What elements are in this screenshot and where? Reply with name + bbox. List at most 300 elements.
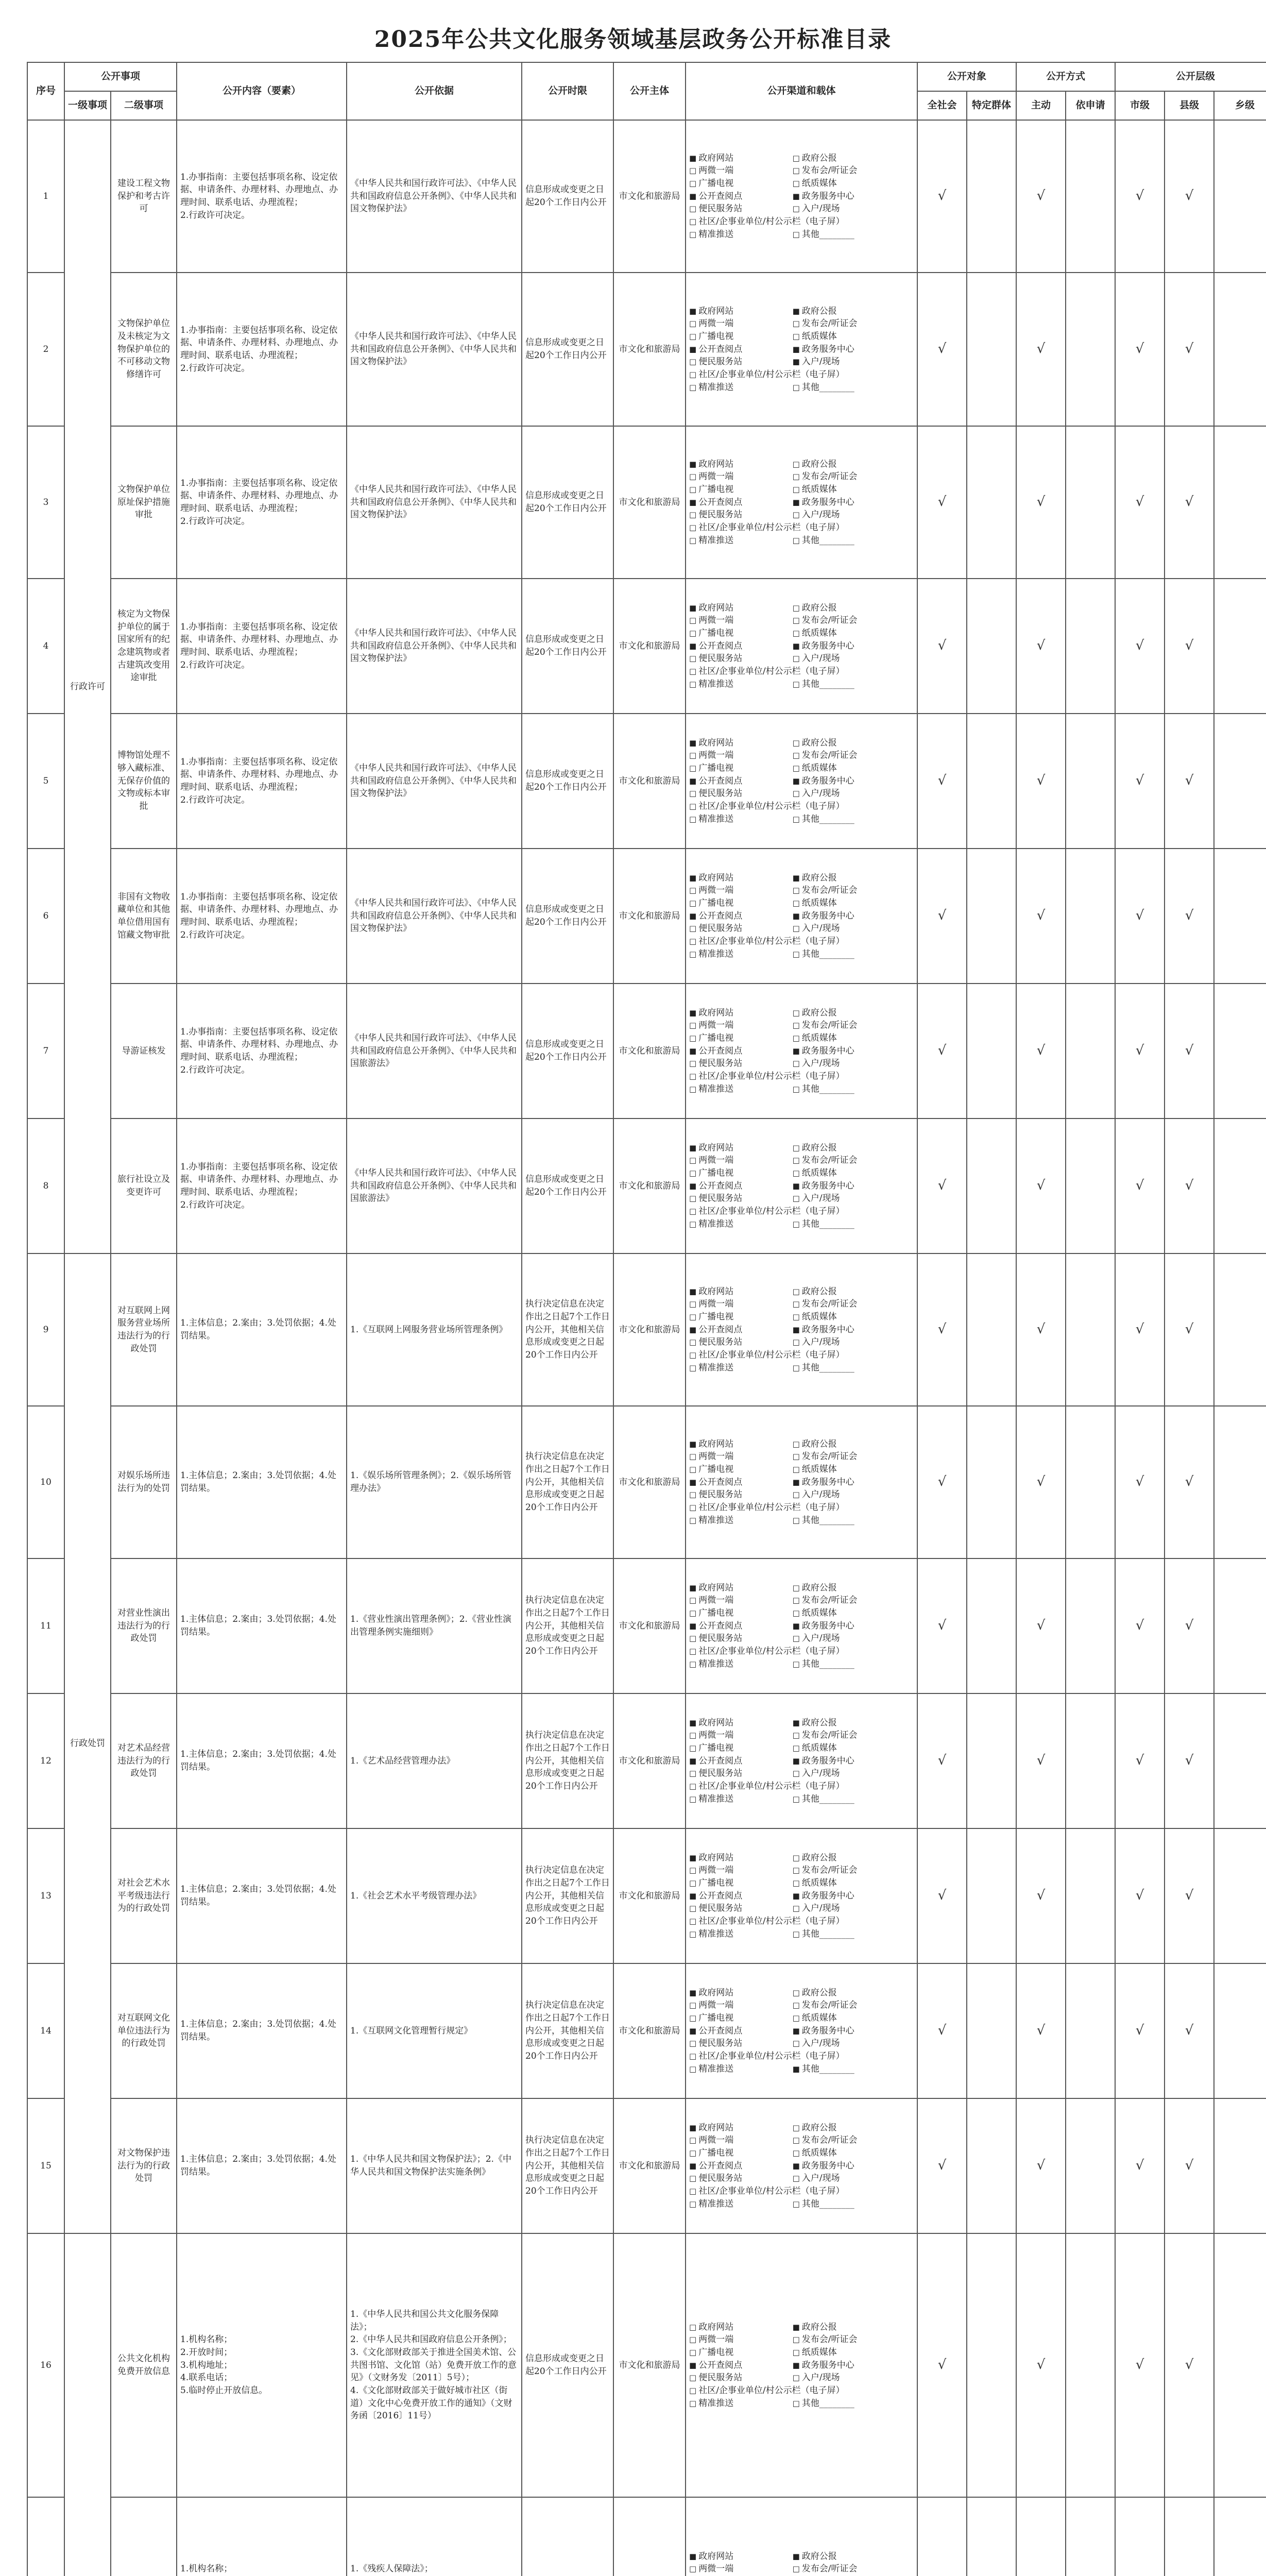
channel-cell [686, 849, 917, 984]
checked-box-icon: ■ [792, 1891, 800, 1901]
channel-unchecked: □ 社区/企事业单位/村公示栏（电子屏） [689, 369, 845, 380]
tick-cell [1165, 849, 1214, 984]
empty-box-icon: □ [689, 814, 697, 824]
empty-box-icon: □ [792, 1299, 800, 1309]
channel-checked: ■ 公开查阅点 [689, 1477, 743, 1487]
checked-box-icon: ■ [792, 344, 800, 354]
channel-unchecked: □ 精准推送 [689, 2198, 734, 2209]
tick-cell [1115, 849, 1165, 984]
channel-cell [686, 1828, 917, 1963]
empty-box-icon: □ [792, 1021, 800, 1030]
channel-unchecked: □ 两微一端 [689, 2334, 734, 2345]
tick-icon: √ [1185, 908, 1194, 924]
tick-cell [1115, 2497, 1165, 2576]
channel-checked: ■ 政府网站 [689, 1717, 734, 1728]
tick-icon: √ [937, 494, 947, 510]
header-target: 公开对象 [917, 62, 1016, 91]
checked-box-icon: ■ [689, 2026, 697, 2036]
channel-checked: ■ 政务服务中心 [792, 775, 854, 786]
tick-cell [1115, 2233, 1165, 2497]
tick-cell [1165, 1253, 1214, 1406]
tick-cell [1115, 1406, 1165, 1558]
channel-unchecked: □ 精准推送 [689, 948, 734, 959]
row-number: 6 [27, 849, 64, 984]
time-cell: 信息形成或变更之日起20个工作日内公开 [522, 426, 613, 579]
tick-icon: √ [937, 2357, 947, 2373]
channel-unchecked: □ 精准推送 [689, 1083, 734, 1094]
tick-cell [967, 1558, 1016, 1693]
tick-icon: √ [1135, 1888, 1144, 1904]
empty-box-icon: □ [792, 1853, 800, 1862]
tick-cell [1066, 426, 1115, 579]
empty-box-icon: □ [689, 1363, 697, 1372]
tick-cell [917, 2098, 967, 2233]
tick-cell [1115, 984, 1165, 1118]
time-cell: 执行决定信息在决定作出之日起7个工作日内公开，其他相关信息形成或变更之日起20个工作日内公开 [522, 2098, 613, 2233]
tick-cell [1066, 273, 1115, 426]
empty-box-icon: □ [689, 2148, 697, 2158]
header-active: 主动 [1016, 91, 1066, 120]
empty-box-icon: □ [792, 1286, 800, 1296]
channel-cell [686, 2497, 917, 2576]
row-number: 3 [27, 426, 64, 579]
channel-unchecked: □ 精准推送 [689, 1218, 734, 1229]
tick-cell [917, 984, 967, 1118]
channel-checked: ■ 政府网站 [689, 602, 734, 613]
basis-cell: 《中华人民共和国行政许可法》、《中华人民共和国政府信息公开条例》、《中华人民共和国文物保护法》 [347, 579, 522, 714]
channel-unchecked: □ 便民服务站 [689, 204, 743, 214]
checked-box-icon: ■ [689, 2161, 697, 2171]
checked-box-icon: ■ [689, 776, 697, 786]
tick-icon: √ [1135, 1178, 1144, 1194]
checked-box-icon: ■ [689, 911, 697, 921]
header-matter: 公开事项 [64, 62, 177, 91]
channel-unchecked: □ 政府公报 [792, 152, 837, 163]
tick-cell [967, 426, 1016, 579]
channel-unchecked: □ 发布会/听证会 [792, 2135, 858, 2146]
checked-box-icon: ■ [689, 1891, 697, 1901]
checked-box-icon: ■ [689, 306, 697, 316]
channel-checked: ■ 政府网站 [689, 152, 734, 163]
tick-icon: √ [1135, 638, 1144, 654]
channel-unchecked: □ 入户/现场 [792, 788, 840, 799]
empty-box-icon: □ [792, 616, 800, 625]
tick-cell [1165, 1118, 1214, 1253]
channel-unchecked: □ 广播电视 [689, 484, 734, 495]
checked-box-icon: ■ [792, 2026, 800, 2036]
tick-cell [1214, 273, 1266, 426]
tick-cell [917, 1118, 967, 1253]
tick-cell [1016, 2098, 1066, 2233]
header-channel: 公开渠道和载体 [686, 62, 917, 120]
channel-unchecked: □ 入户/现场 [792, 923, 840, 934]
tick-cell [1165, 579, 1214, 714]
channel-unchecked: □ 精准推送 [689, 535, 734, 546]
channel-checked: ■ 公开查阅点 [689, 2360, 743, 2370]
tick-icon: √ [1185, 1321, 1194, 1337]
tick-cell [1115, 2098, 1165, 2233]
tick-cell [917, 2497, 967, 2576]
empty-box-icon: □ [792, 738, 800, 748]
checked-box-icon: ■ [792, 2551, 800, 2561]
tick-icon: √ [1135, 1618, 1144, 1634]
channel-unchecked: □ 纸质媒体 [792, 1168, 837, 1179]
subject-cell: 市文化和旅游局 [613, 1406, 686, 1558]
checked-box-icon: ■ [792, 1718, 800, 1727]
tick-icon: √ [1135, 908, 1144, 924]
empty-box-icon: □ [792, 2148, 800, 2158]
time-cell: 执行决定信息在决定作出之日起7个工作日内公开，其他相关信息形成或变更之日起20个工作日内公开 [522, 1828, 613, 1963]
checked-box-icon: ■ [689, 344, 697, 354]
table-row [27, 849, 1266, 984]
subject-cell [613, 2497, 686, 2576]
content-cell: 1.主体信息；2.案由；3.处罚依据；4.处罚结果。 [177, 2098, 347, 2233]
tick-cell [967, 1963, 1016, 2098]
level1-matter: 行政许可 [64, 120, 111, 1253]
channel-unchecked: □ 政府公报 [792, 459, 837, 469]
empty-box-icon: □ [792, 603, 800, 613]
empty-box-icon: □ [792, 764, 800, 773]
tick-icon: √ [1185, 1753, 1194, 1769]
header-city: 市级 [1115, 91, 1165, 120]
checked-box-icon: ■ [792, 1046, 800, 1056]
channel-cell [686, 1963, 917, 2098]
tick-cell [1066, 2233, 1115, 2497]
empty-box-icon: □ [689, 357, 697, 367]
channel-cell [686, 1693, 917, 1828]
level2-matter: 博物馆处理不够入藏标准、无保存价值的文物或标本审批 [111, 714, 177, 849]
empty-box-icon: □ [689, 1515, 697, 1525]
empty-box-icon: □ [689, 1634, 697, 1643]
basis-cell: 1.《互联网文化管理暂行规定》 [347, 1963, 522, 2098]
empty-box-icon: □ [689, 369, 697, 379]
content-cell: 1.机构名称； 2.开放时间； 3.机构地址； 4.联系电话； 5.临时停止开放信息。 [177, 2233, 347, 2497]
channel-unchecked: □ 精准推送 [689, 2398, 734, 2409]
basis-cell: 《中华人民共和国行政许可法》、《中华人民共和国政府信息公开条例》、《中华人民共和国旅游法》 [347, 1118, 522, 1253]
level2-matter: 建设工程文物保护和考古许可 [111, 120, 177, 273]
channel-unchecked: □ 精准推送 [689, 679, 734, 689]
channel-unchecked: □ 纸质媒体 [792, 898, 837, 909]
checked-box-icon: ■ [689, 2360, 697, 2370]
header-county: 县级 [1165, 91, 1214, 120]
tick-icon: √ [937, 2023, 947, 2039]
tick-icon: √ [937, 1178, 947, 1194]
channel-unchecked: □ 纸质媒体 [792, 2347, 837, 2358]
empty-box-icon: □ [792, 1143, 800, 1153]
channel-unchecked: □ 广播电视 [689, 2148, 734, 2159]
empty-box-icon: □ [689, 764, 697, 773]
tick-cell [917, 1963, 967, 2098]
tick-cell [967, 1406, 1016, 1558]
channel-unchecked: □ 精准推送 [689, 1928, 734, 1939]
checked-box-icon: ■ [792, 873, 800, 883]
channel-checked: ■ 政府公报 [792, 2551, 837, 2562]
subject-cell: 市文化和旅游局 [613, 120, 686, 273]
empty-box-icon: □ [689, 1794, 697, 1804]
empty-box-icon: □ [792, 179, 800, 189]
channel-unchecked: □ 其他________ [792, 1793, 854, 1804]
table-row [27, 1118, 1266, 1253]
subject-cell: 市文化和旅游局 [613, 2233, 686, 2497]
content-cell: 1.办事指南：主要包括事项名称、设定依据、申请条件、办理材料、办理地点、办理时间、联系电话、办理流程； 2.行政许可决定。 [177, 579, 347, 714]
channel-unchecked: □ 两微一端 [689, 1595, 734, 1606]
channel-checked: ■ 政务服务中心 [792, 2360, 854, 2370]
subject-cell: 市文化和旅游局 [613, 426, 686, 579]
table-row [27, 120, 1266, 273]
tick-icon: √ [1185, 494, 1194, 510]
table-row [27, 273, 1266, 426]
tick-cell [1115, 1118, 1165, 1253]
empty-box-icon: □ [689, 216, 697, 226]
tick-icon: √ [1036, 2357, 1046, 2373]
tick-icon: √ [1135, 1474, 1144, 1490]
checked-box-icon: ■ [792, 2322, 800, 2332]
empty-box-icon: □ [792, 332, 800, 342]
empty-box-icon: □ [792, 1596, 800, 1605]
empty-box-icon: □ [792, 2564, 800, 2574]
empty-box-icon: □ [792, 654, 800, 664]
channel-unchecked: □ 其他________ [792, 1515, 854, 1526]
empty-box-icon: □ [689, 204, 697, 214]
empty-box-icon: □ [689, 2186, 697, 2196]
tick-cell [1214, 1828, 1266, 1963]
tick-icon: √ [1135, 494, 1144, 510]
empty-box-icon: □ [792, 2039, 800, 2048]
tick-cell [967, 2233, 1016, 2497]
channel-unchecked: □ 社区/企事业单位/村公示栏（电子屏） [689, 2185, 845, 2196]
checked-box-icon: ■ [792, 357, 800, 367]
empty-box-icon: □ [792, 382, 800, 392]
basis-cell: 《中华人民共和国行政许可法》、《中华人民共和国政府信息公开条例》、《中华人民共和国文物保护法》 [347, 714, 522, 849]
time-cell: 信息形成或变更之日起20个工作日内公开 [522, 273, 613, 426]
empty-box-icon: □ [689, 1033, 697, 1043]
header-town: 乡级 [1214, 91, 1266, 120]
channel-unchecked: □ 便民服务站 [689, 510, 743, 520]
channel-checked: ■ 公开查阅点 [689, 497, 743, 507]
empty-box-icon: □ [792, 535, 800, 545]
header-level: 公开层级 [1115, 62, 1266, 91]
empty-box-icon: □ [792, 1490, 800, 1500]
basis-cell: 《中华人民共和国行政许可法》、《中华人民共和国政府信息公开条例》、《中华人民共和国文物保护法》 [347, 120, 522, 273]
channel-unchecked: □ 广播电视 [689, 1312, 734, 1323]
channel-unchecked: □ 其他________ [792, 535, 854, 546]
basis-cell: 1.《中华人民共和国公共文化服务保障法》； 2.《中华人民共和国政府信息公开条例》； 3.《文化部财政部关于推进全国美术馆、公共图书馆、文化馆（站）免费开放工作的意见》（文财务发〔2011〕5号）； 4.《文化部财政部关于做好城市社区（街道）文化中心免费开放工作的通知》（文财务函〔2016〕11号） [347, 2233, 522, 2497]
table-row [27, 1558, 1266, 1693]
channel-unchecked: □ 发布会/听证会 [792, 2000, 858, 2011]
tick-cell [1165, 120, 1214, 273]
level2-matter: 对营业性演出违法行为的行政处罚 [111, 1558, 177, 1693]
level1-matter [64, 2233, 111, 2576]
checked-box-icon: ■ [689, 2123, 697, 2132]
channel-unchecked: □ 入户/现场 [792, 1768, 840, 1779]
tick-cell [1165, 714, 1214, 849]
empty-box-icon: □ [689, 924, 697, 934]
checked-box-icon: ■ [792, 2360, 800, 2370]
channel-unchecked: □ 发布会/听证会 [792, 885, 858, 896]
channel-unchecked: □ 社区/企事业单位/村公示栏（电子屏） [689, 666, 845, 676]
time-cell: 信息形成或变更之日起20个工作日内公开 [522, 1118, 613, 1253]
channel-checked: ■ 政务服务中心 [792, 640, 854, 651]
empty-box-icon: □ [689, 1084, 697, 1094]
tick-icon: √ [1135, 2357, 1144, 2373]
empty-box-icon: □ [689, 936, 697, 946]
channel-unchecked: □ 纸质媒体 [792, 2148, 837, 2159]
content-cell: 1.办事指南：主要包括事项名称、设定依据、申请条件、办理材料、办理地点、办理时间、联系电话、办理流程； 2.行政许可决定。 [177, 714, 347, 849]
channel-checked: ■ 公开查阅点 [689, 640, 743, 651]
empty-box-icon: □ [689, 1502, 697, 1512]
content-cell: 1.主体信息；2.案由；3.处罚依据；4.处罚结果。 [177, 1693, 347, 1828]
tick-cell [1066, 714, 1115, 849]
empty-box-icon: □ [689, 2335, 697, 2345]
content-cell: 1.主体信息；2.案由；3.处罚依据；4.处罚结果。 [177, 1963, 347, 2098]
tick-cell [1066, 849, 1115, 984]
channel-checked: ■ 政府网站 [689, 459, 734, 469]
empty-box-icon: □ [792, 1731, 800, 1740]
tick-cell [1115, 426, 1165, 579]
empty-box-icon: □ [689, 949, 697, 959]
tick-cell [917, 120, 967, 273]
channel-cell [686, 426, 917, 579]
tick-icon: √ [1135, 1321, 1144, 1337]
row-number [27, 2497, 64, 2576]
tick-cell [1165, 2233, 1214, 2497]
empty-box-icon: □ [689, 886, 697, 895]
tick-cell [1115, 1693, 1165, 1828]
tick-cell [967, 1828, 1016, 1963]
level2-matter: 公共文化机构免费开放信息 [111, 2233, 177, 2497]
tick-cell [917, 579, 967, 714]
channel-unchecked: □ 便民服务站 [689, 2173, 743, 2184]
empty-box-icon: □ [689, 1168, 697, 1178]
checked-box-icon: ■ [689, 738, 697, 748]
tick-cell [917, 1558, 967, 1693]
empty-box-icon: □ [792, 789, 800, 799]
tick-icon: √ [1036, 2158, 1046, 2174]
empty-box-icon: □ [792, 229, 800, 239]
tick-cell [1165, 426, 1214, 579]
channel-unchecked: □ 便民服务站 [689, 1489, 743, 1500]
time-cell: 信息形成或变更之日起20个工作日内公开 [522, 849, 613, 984]
subject-cell: 市文化和旅游局 [613, 1693, 686, 1828]
checked-box-icon: ■ [792, 776, 800, 786]
empty-box-icon: □ [689, 535, 697, 545]
empty-box-icon: □ [689, 899, 697, 908]
channel-unchecked: □ 入户/现场 [792, 2372, 840, 2383]
tick-cell [967, 1253, 1016, 1406]
checked-box-icon: ■ [689, 459, 697, 469]
empty-box-icon: □ [689, 179, 697, 189]
channel-unchecked: □ 纸质媒体 [792, 2013, 837, 2024]
empty-box-icon: □ [792, 899, 800, 908]
basis-cell: 1.《营业性演出管理条例》；2.《营业性演出管理条例实施细则》 [347, 1558, 522, 1693]
channel-unchecked: □ 入户/现场 [792, 1633, 840, 1644]
tick-cell [1165, 1693, 1214, 1828]
tick-icon: √ [1135, 341, 1144, 357]
table-row [27, 1693, 1266, 1828]
row-number: 16 [27, 2233, 64, 2497]
empty-box-icon: □ [689, 629, 697, 638]
tick-cell [1016, 984, 1066, 1118]
channel-unchecked: □ 社区/企事业单位/村公示栏（电子屏） [689, 1502, 845, 1513]
channel-unchecked: □ 纸质媒体 [792, 628, 837, 639]
basis-cell: 《中华人民共和国行政许可法》、《中华人民共和国政府信息公开条例》、《中华人民共和国旅游法》 [347, 984, 522, 1118]
channel-unchecked: □ 发布会/听证会 [792, 1020, 858, 1031]
channel-unchecked: □ 发布会/听证会 [792, 318, 858, 329]
checked-box-icon: ■ [689, 497, 697, 507]
row-number: 2 [27, 273, 64, 426]
time-cell [522, 2497, 613, 2576]
content-cell: 1.主体信息；2.案由；3.处罚依据；4.处罚结果。 [177, 1406, 347, 1558]
table-row [27, 714, 1266, 849]
empty-box-icon: □ [792, 1337, 800, 1347]
channel-unchecked: □ 广播电视 [689, 178, 734, 189]
empty-box-icon: □ [689, 1608, 697, 1618]
channel-checked: ■ 政务服务中心 [792, 910, 854, 921]
channel-unchecked: □ 发布会/听证会 [792, 1451, 858, 1462]
channel-unchecked: □ 两微一端 [689, 1451, 734, 1462]
tick-cell [1165, 984, 1214, 1118]
header-time: 公开时限 [522, 62, 613, 120]
empty-box-icon: □ [689, 2373, 697, 2383]
level2-matter: 对社会艺术水平考级违法行为的行政处罚 [111, 1828, 177, 1963]
channel-cell [686, 120, 917, 273]
tick-icon: √ [1135, 1753, 1144, 1769]
channel-unchecked: □ 其他________ [792, 229, 854, 240]
channel-unchecked: □ 政府公报 [792, 1852, 837, 1863]
tick-cell [1016, 273, 1066, 426]
empty-box-icon: □ [689, 1156, 697, 1165]
empty-box-icon: □ [792, 679, 800, 689]
tick-cell [1214, 1118, 1266, 1253]
empty-box-icon: □ [792, 1904, 800, 1913]
empty-box-icon: □ [689, 1299, 697, 1309]
level2-matter: 核定为文物保护单位的属于国家所有的纪念建筑物或者古建筑改变用途审批 [111, 579, 177, 714]
time-cell: 执行决定信息在决定作出之日起7个工作日内公开，其他相关信息形成或变更之日起20个工作日内公开 [522, 1253, 613, 1406]
tick-icon: √ [937, 2158, 947, 2174]
channel-checked: ■ 公开查阅点 [689, 2160, 743, 2171]
channel-unchecked: □ 政府公报 [792, 602, 837, 613]
tick-icon: √ [1185, 2158, 1194, 2174]
row-number: 5 [27, 714, 64, 849]
tick-cell [1066, 1693, 1115, 1828]
header-basis: 公开依据 [347, 62, 522, 120]
tick-cell [1214, 714, 1266, 849]
channel-unchecked: □ 其他________ [792, 1218, 854, 1229]
tick-icon: √ [1036, 1321, 1046, 1337]
channel-unchecked: □ 纸质媒体 [792, 178, 837, 189]
channel-unchecked: □ 发布会/听证会 [792, 1730, 858, 1741]
content-cell: 1.办事指南：主要包括事项名称、设定依据、申请条件、办理材料、办理地点、办理时间、联系电话、办理流程； 2.行政许可决定。 [177, 1118, 347, 1253]
tick-cell [967, 849, 1016, 984]
table-row [27, 1253, 1266, 1406]
empty-box-icon: □ [792, 1608, 800, 1618]
tick-icon: √ [937, 1618, 947, 1634]
checked-box-icon: ■ [689, 1046, 697, 1056]
tick-cell [1016, 1118, 1066, 1253]
empty-box-icon: □ [792, 166, 800, 176]
checked-box-icon: ■ [689, 1181, 697, 1191]
channel-unchecked: □ 发布会/听证会 [792, 2564, 858, 2574]
tick-cell [1214, 1406, 1266, 1558]
empty-box-icon: □ [689, 1769, 697, 1778]
checked-box-icon: ■ [689, 1718, 697, 1727]
tick-cell [1066, 1963, 1115, 2098]
time-cell: 信息形成或变更之日起20个工作日内公开 [522, 984, 613, 1118]
channel-checked: ■ 其他________ [792, 2063, 854, 2074]
channel-unchecked: □ 入户/现场 [792, 1903, 840, 1914]
tick-cell [967, 579, 1016, 714]
channel-unchecked: □ 入户/现场 [792, 204, 840, 214]
